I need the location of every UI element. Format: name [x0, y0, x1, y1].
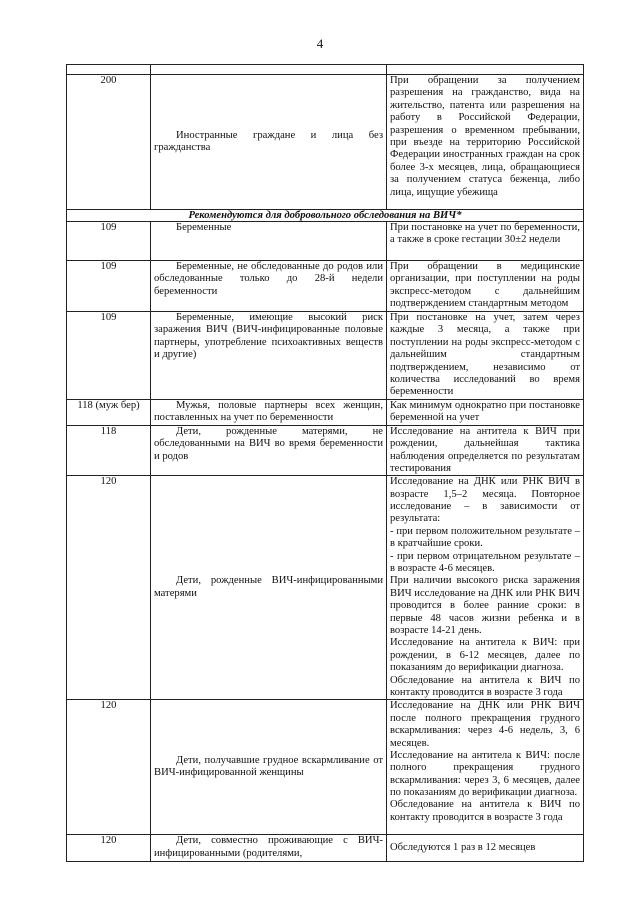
row-condition: При постановке на учет по беременности, а также в сроке гестации 30±2 недели [387, 222, 584, 261]
row-condition [387, 476, 584, 700]
row-code: 200 [67, 75, 151, 210]
table-row [67, 476, 584, 700]
condition-paragraph: При наличии высокого риска заражения ВИЧ исследование на ДНК или РНК ВИЧ проводится в более ранние сроки: в первые 48 часов жизни ребенка и в возрасте 14-21 день. [390, 575, 580, 636]
condition-paragraph: Исследование на ДНК или РНК ВИЧ в возрасте 1,5–2 месяца. Повторное исследование – в зависимости от результата: [390, 476, 580, 525]
table-row [67, 75, 584, 210]
row-group: Дети, рожденные матерями, не обследованными на ВИЧ во время беременности и родов [151, 425, 387, 476]
table-row [67, 222, 584, 261]
condition-paragraph: Обследование на антитела к ВИЧ по контакту проводится в возрасте 3 года [390, 674, 580, 698]
row-code: 120 [67, 835, 151, 862]
row-group: Беременные [151, 222, 387, 261]
table-row [67, 261, 584, 312]
row-group: Мужья, половые партнеры всех женщин, поставленных на учет по беременности [151, 399, 387, 425]
row-condition: При постановке на учет, затем через каждые 3 месяца, а также при поступлении на роды экспресс-методом с дальнейшим стандартным подтверждением, независимо от количества исследований во время беременности [387, 312, 584, 400]
row-condition: Обследуются 1 раз в 12 месяцев [387, 835, 584, 862]
section-heading-row [67, 210, 584, 222]
row-condition: Как минимум однократно при постановке беременной на учет [387, 399, 584, 425]
condition-paragraph: - при первом положительном результате – в кратчайшие сроки. [390, 525, 580, 550]
page-number: 4 [316, 36, 324, 51]
row-group: Дети, получавшие грудное вскармливание от ВИЧ-инфицированной женщины [151, 700, 387, 835]
row-code: 109 [67, 312, 151, 400]
row-code: 109 [67, 261, 151, 312]
condition-paragraph: Обследование на антитела к ВИЧ по контакту проводится в возрасте 3 года [390, 799, 580, 823]
table-row [67, 425, 584, 476]
hiv-screening-table [66, 64, 584, 862]
row-condition [387, 700, 584, 835]
condition-paragraph: - при первом отрицательном результате – в возрасте 4-6 месяцев. [390, 550, 580, 575]
row-group: Дети, рожденные ВИЧ-инфицированными матерями [151, 476, 387, 700]
row-code: 118 [67, 425, 151, 476]
row-code: 120 [67, 700, 151, 835]
table-row-empty [67, 65, 584, 75]
table-row [67, 835, 584, 862]
row-group: Дети, совместно проживающие с ВИЧ-инфицированными (родителями, [151, 835, 387, 862]
table-row [67, 700, 584, 835]
row-group: Беременные, имеющие высокий риск заражения ВИЧ (ВИЧ-инфицированные половые партнеры, употребление психоактивных веществ и другие) [151, 312, 387, 400]
table-row [67, 399, 584, 425]
row-condition: При обращении в медицинские организации, при поступлении на роды экспресс-методом с дальнейшим подтверждением стандартным методом [387, 261, 584, 312]
row-code: 120 [67, 476, 151, 700]
row-code: 118 (муж бер) [67, 399, 151, 425]
row-group: Иностранные граждане и лица без гражданства [151, 75, 387, 210]
table-row [67, 312, 584, 400]
condition-paragraph: Исследование на антитела к ВИЧ: после полного прекращения грудного вскармливания: через 3, 6 месяцев, далее по показаниям до верификации диагноза. [390, 749, 580, 799]
row-group: Беременные, не обследованные до родов или обследованные только до 28-й недели беременности [151, 261, 387, 312]
row-condition: При обращении за получением разрешения на гражданство, вида на жительство, патента или разрешения на работу в Российской Федерации, разрешения о временном пребывании, при въезде на территорию Российской Федерации иностранных граждан на срок более 3-х месяцев, лица, обращающиеся за получением статуса беженца, либо лица, ищущие убежища [387, 75, 584, 210]
row-condition: Исследование на антитела к ВИЧ при рождении, дальнейшая тактика наблюдения определяется по результатам тестирования [387, 425, 584, 476]
condition-paragraph: Исследование на антитела к ВИЧ: при рождении, в 6-12 месяцев, далее по показаниям до верификации диагноза. [390, 637, 580, 674]
section-heading: Рекомендуются для добровольного обследования на ВИЧ* [67, 210, 584, 222]
condition-paragraph: Исследование на ДНК или РНК ВИЧ после полного прекращения грудного вскармливания: через 4-6 недель, 3, 6 месяцев. [390, 700, 580, 749]
row-code: 109 [67, 222, 151, 261]
